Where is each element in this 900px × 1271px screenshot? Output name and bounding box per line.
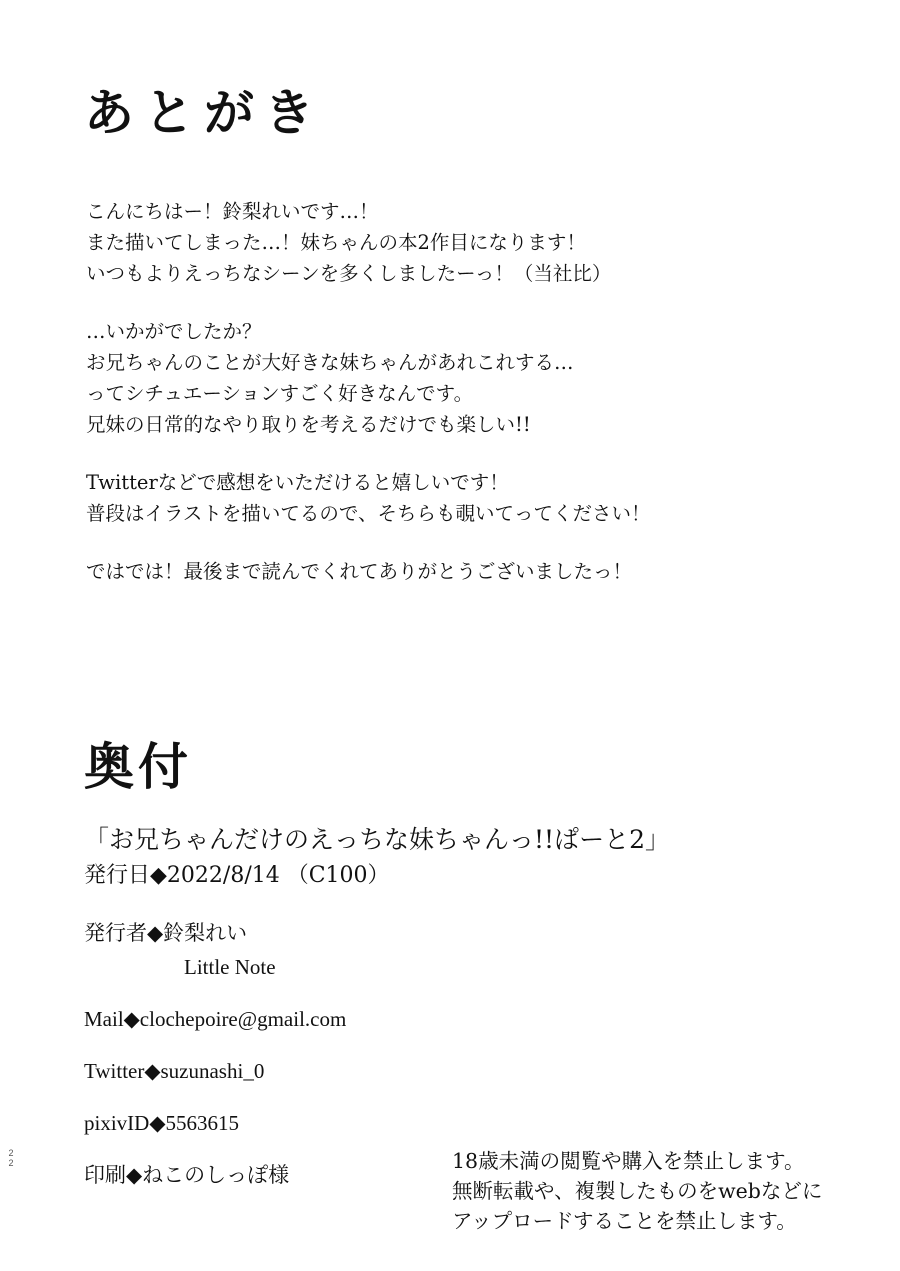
notice-line: 18歳未満の閲覧や購入を禁止します。 xyxy=(452,1149,805,1173)
colophon-mail: Mail◆clochepoire@gmail.com xyxy=(84,1007,347,1031)
notice-line: アップロードすることを禁止します。 xyxy=(452,1209,797,1233)
colophon-publication-date: 発行日◆2022/8/14 （C100） xyxy=(84,863,390,888)
afterword-line: 兄妹の日常的なやり取りを考えるだけでも楽しい!! xyxy=(86,413,531,436)
page-number xyxy=(5,1148,17,1168)
colophon-printer: 印刷◆ねこのしっぽ様 xyxy=(84,1163,290,1187)
afterword-line: また描いてしまった…！妹ちゃんの本2作目になります！ xyxy=(86,231,586,254)
colophon-pixiv-id: pixivID◆5563615 xyxy=(84,1111,239,1135)
afterword-paragraph xyxy=(86,316,806,440)
colophon-circle-name: Little Note xyxy=(184,955,276,979)
afterword-line: こんにちはー！鈴梨れいです…！ xyxy=(86,200,379,223)
afterword-line: ではでは！最後まで読んでくれてありがとうございましたっ！ xyxy=(86,560,633,583)
afterword-line: ってシチュエーションすごく好きなんです。 xyxy=(86,382,474,405)
colophon-publisher: 発行者◆鈴梨れい xyxy=(84,921,248,945)
afterword-heading: あとがき xyxy=(84,84,324,142)
afterword-body xyxy=(86,196,806,587)
page-number-digit: 2 xyxy=(8,1158,14,1168)
afterword-line: …いかがでしたか？ xyxy=(86,320,262,343)
age-restriction-notice xyxy=(452,1146,872,1236)
afterword-paragraph xyxy=(86,467,806,529)
afterword-paragraph xyxy=(86,196,806,289)
afterword-line: いつもよりえっちなシーンを多くしましたーっ！（当社比） xyxy=(86,262,612,285)
afterword-line: お兄ちゃんのことが大好きな妹ちゃんがあれこれする… xyxy=(86,351,574,374)
colophon-heading: 奥付 xyxy=(84,738,192,796)
afterword-paragraph xyxy=(86,556,806,587)
colophon-title: 「お兄ちゃんだけのえっちな妹ちゃんっ!!ぱーと2」 xyxy=(84,825,671,854)
page-number-digit: 2 xyxy=(8,1148,14,1158)
notice-line: 無断転載や、複製したものをwebなどに xyxy=(452,1179,823,1203)
colophon-twitter: Twitter◆suzunashi_0 xyxy=(84,1059,265,1083)
afterword-line: Twitterなどで感想をいただけると嬉しいです！ xyxy=(86,471,509,494)
colophon-details xyxy=(84,918,504,1212)
afterword-line: 普段はイラストを描いてるので、そちらも覗いてってください！ xyxy=(86,502,651,525)
